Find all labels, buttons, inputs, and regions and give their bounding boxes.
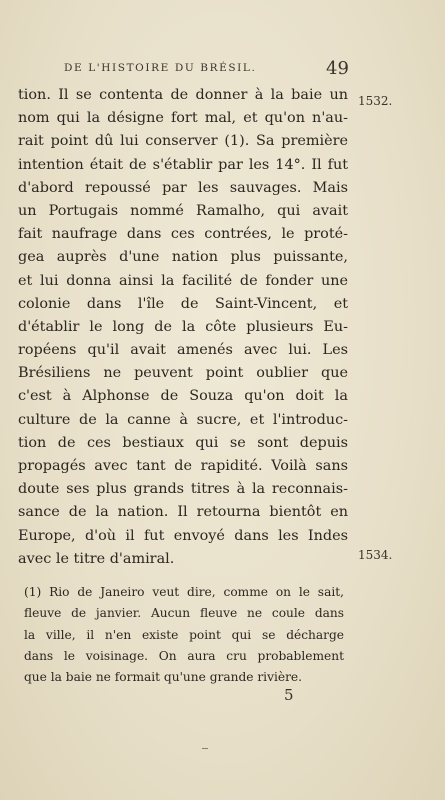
text-line: et lui donna ainsi la facilité de fonder une xyxy=(18,272,348,289)
footnote-line: fleuve de janvier. Aucun fleuve ne coule dans xyxy=(24,606,344,621)
signature-mark: 5 xyxy=(284,686,294,704)
text-line: d'abord repoussé par les sauvages. Mais xyxy=(18,179,348,196)
text-line: colonie dans l'île de Saint-Vincent, et xyxy=(18,295,348,312)
text-line: d'établir le long de la côte plusieurs Eu- xyxy=(18,318,348,335)
text-line: Europe, d'où il fut envoyé dans les Indes xyxy=(18,527,348,544)
footnote-line: que la baie ne formait qu'une grande rivière. xyxy=(24,670,302,685)
text-line: tion. Il se contenta de donner à la baie un xyxy=(18,87,348,103)
footnote-line: dans le voisinage. On aura cru probablement xyxy=(24,648,344,663)
footnote-line: (1) Rio de Janeiro veut dire, comme on le sait, xyxy=(24,585,344,599)
margin-date-1532: 1532. xyxy=(358,94,393,108)
ink-speck xyxy=(202,748,208,749)
margin-date-1534: 1534. xyxy=(358,548,393,562)
text-line: tion de ces bestiaux qui se sont depuis xyxy=(18,434,348,451)
text-line: avec le titre d'amiral. xyxy=(18,550,175,567)
running-title: DE L'HISTOIRE DU BRÉSIL. xyxy=(64,62,257,74)
text-line: Brésiliens ne peuvent point oublier que xyxy=(18,365,348,382)
text-line: propagés avec tant de rapidité. Voilà sans xyxy=(18,458,348,474)
text-line: fait naufrage dans ces contrées, le proté- xyxy=(18,226,348,243)
text-line: rait point dû lui conserver (1). Sa première xyxy=(18,133,348,150)
text-line: ropéens qu'il avait amenés avec lui. Les xyxy=(18,342,348,359)
text-line: culture de la canne à sucre, et l'introduc- xyxy=(18,411,348,428)
text-line: gea auprès d'une nation plus puissante, xyxy=(18,249,348,266)
page-number: 49 xyxy=(326,58,349,79)
text-line: intention était de s'établir par les 14°. Il fut xyxy=(18,156,348,173)
main-text xyxy=(18,84,348,571)
text-line: un Portugais nommé Ramalho, qui avait xyxy=(18,202,348,219)
text-line: doute ses plus grands titres à la reconnais- xyxy=(18,481,348,498)
footnote-line: la ville, il n'en existe point qui se décharge xyxy=(24,627,344,642)
text-line: sance de la nation. Il retourna bientôt en xyxy=(18,504,348,521)
text-line: c'est à Alphonse de Souza qu'on doit la xyxy=(18,388,348,405)
text-line: nom qui la désigne fort mal, et qu'on n'au- xyxy=(18,110,348,127)
footnote xyxy=(24,582,344,688)
